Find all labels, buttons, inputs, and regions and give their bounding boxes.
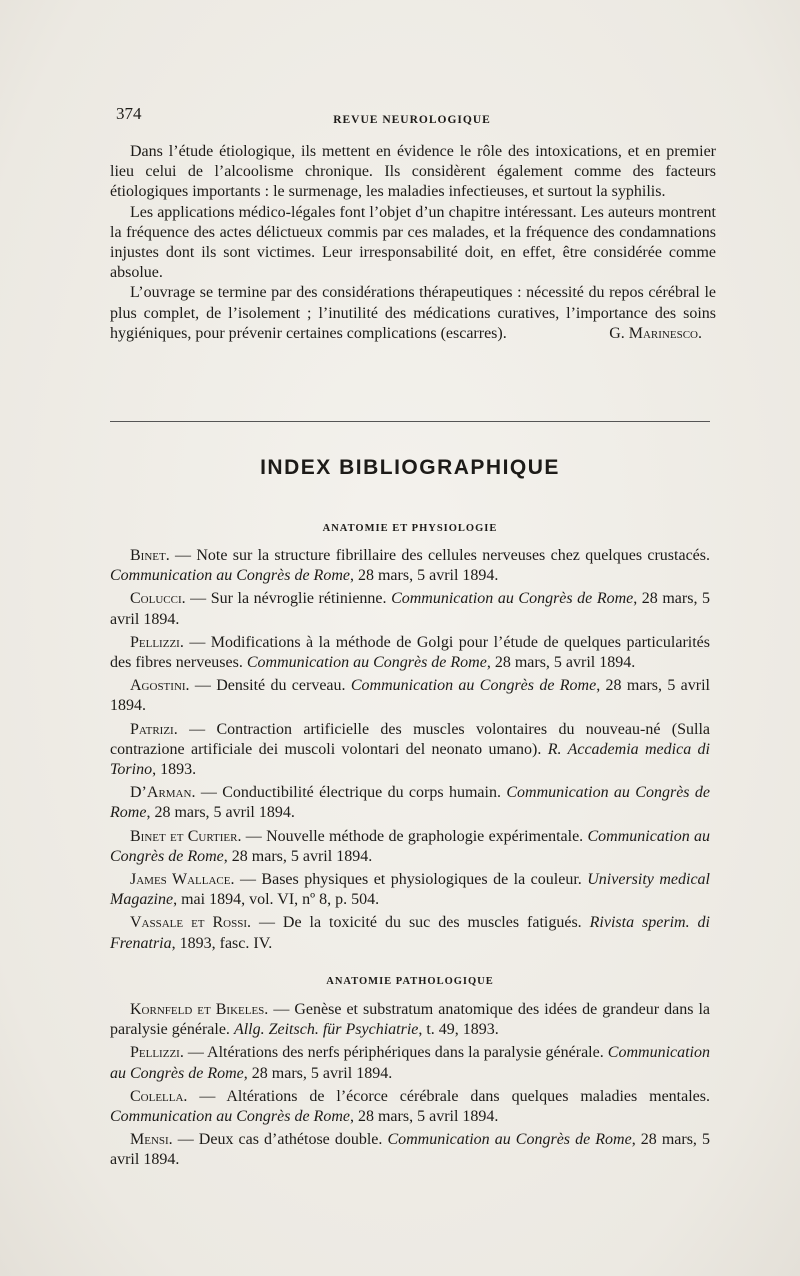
bibliography-entry — [110, 913, 710, 953]
entry-details: , 28 mars, 5 avril 1894. — [486, 654, 636, 672]
entry-source: Communication au Congrès de Rome — [350, 677, 597, 695]
bibliography-entry — [110, 1000, 710, 1040]
entry-title: — Contraction artificielle des muscles volontaires du nouveau-né (Sulla contrazione artificiale dei muscoli volontari del neonato umano). — [110, 720, 710, 758]
bibliography-entry — [110, 1087, 710, 1127]
entry-source: Communication au Congrès de Rome — [110, 567, 350, 585]
entry-source: Communication au Congrès de Rome — [110, 1108, 350, 1126]
entry-source: Communication au Congrès de Rome — [110, 784, 711, 822]
bibliography-entry — [110, 720, 710, 781]
entry-author: James Wallace. — [130, 871, 235, 889]
entry-title: — Conductibilité électrique du corps humain. — [195, 784, 507, 802]
entry-title: — Nouvelle méthode de graphologie expérimentale. — [241, 827, 588, 845]
bibliography-entry — [110, 870, 710, 910]
entry-source: Communication au Congrès de Rome — [246, 654, 487, 672]
entry-author: Patrizi. — [130, 720, 178, 738]
review-paragraph: L’ouvrage se termine par des considérations thérapeutiques : nécessité du repos cérébral le plus complet, de l’isolement ; l’inutilité des médications curatives, l’importance des soins hygiéniques, pour prévenir certaines complications (escarres). — [110, 284, 716, 342]
entry-source: University medical Magazine — [110, 871, 711, 909]
entry-title: — De la toxicité du suc des muscles fatigués. — [251, 914, 590, 932]
bibliography-entry — [110, 676, 710, 716]
entry-author: D’Arman. — [130, 784, 196, 802]
entry-author: Pellizzi. — [130, 633, 184, 651]
bibliography-entry — [110, 783, 710, 823]
entry-title: — Altérations des nerfs périphériques dans la paralysie générale. — [183, 1044, 608, 1062]
section-heading-anatomie-physiologie: ANATOMIE ET PHYSIOLOGIE — [322, 523, 498, 534]
entry-details: , 28 mars, 5 avril 1894. — [349, 1108, 499, 1126]
entry-details: , mai 1894, vol. VI, nº 8, p. 504. — [173, 891, 380, 909]
entry-details: , 28 mars, 5 avril 1894. — [223, 847, 373, 865]
entry-source: R. Accademia medica di Torino — [110, 740, 710, 779]
entry-author: Binet et Curtier. — [130, 827, 242, 845]
entry-title: — Densité du cerveau. — [189, 677, 351, 695]
entry-author: Pellizzi. — [130, 1044, 184, 1062]
entry-source: Rivista sperim. di Frenatria — [110, 914, 710, 952]
bibliography-entry — [110, 633, 710, 673]
entry-details: , 28 mars, 5 avril 1894. — [110, 590, 710, 628]
entries-anatomie-pathologique — [110, 1000, 710, 1174]
entry-source: Allg. Zeitsch. für Psychiatrie — [233, 1021, 419, 1039]
entry-details: , 28 mars, 5 avril 1894. — [243, 1064, 393, 1082]
entry-details: , 28 mars, 5 avril 1894. — [110, 677, 711, 715]
entry-title: — Altérations de l’écorce cérébrale dans quelques maladies mentales. — [187, 1087, 710, 1105]
bibliography-entry — [110, 589, 710, 629]
review-paragraph: Dans l’étude étiologique, ils mettent en évidence le rôle des intoxications, et en premier lieu celui de l’alcoolisme chronique. Ils considèrent également comme des facteurs étiologiques importants : le surmenage, les maladies infectieuses, et surtout la syphilis. — [110, 143, 716, 201]
bibliography-entry — [110, 546, 710, 586]
running-title: REVUE NEUROLOGIQUE — [333, 114, 491, 126]
review-conclusion — [110, 142, 716, 344]
entry-author: Binet. — [130, 547, 170, 564]
entry-source: Communication au Congrès de Rome — [110, 1044, 710, 1082]
entry-title: — Bases physiques et physiologiques de la couleur. — [234, 871, 588, 889]
section-divider — [110, 421, 710, 422]
entry-source: Communication au Congrès de Rome — [387, 1131, 632, 1149]
entry-title: — Modifications à la méthode de Golgi pour l’étude de quelques particularités des fibres nerveuses. — [110, 633, 710, 672]
bibliography-entry — [110, 1043, 710, 1083]
signature-text: G. Marinesco. — [609, 325, 702, 343]
page-number: 374 — [116, 104, 142, 123]
entry-author: Kornfeld et Bikeles. — [130, 1001, 269, 1018]
entry-author: Mensi. — [130, 1131, 173, 1149]
bibliography-entry — [110, 827, 710, 867]
entry-author: Agostini. — [130, 677, 190, 695]
entry-source: Communication au Congrès de Rome — [110, 827, 711, 865]
bibliography-entry — [110, 1130, 710, 1170]
entry-title: — Sur la névroglie rétinienne. — [185, 590, 392, 608]
section-heading-anatomie-pathologique: ANATOMIE PATHOLOGIQUE — [326, 976, 494, 987]
entry-author: Vassale et Rossi. — [130, 914, 251, 932]
entry-author: Colucci. — [130, 590, 186, 608]
entry-title: — Note sur la structure fibrillaire des cellules nerveuses chez quelques crustacés. — [169, 547, 710, 564]
entry-title: — Genèse et substratum anatomique des idées de grandeur dans la paralysie générale. — [110, 1001, 711, 1039]
index-title: INDEX BIBLIOGRAPHIQUE — [260, 456, 560, 479]
entry-details: , 28 mars, 5 avril 1894. — [146, 804, 295, 822]
entry-details: , 28 mars, 5 avril 1894. — [110, 1131, 710, 1169]
entry-source: Communication au Congrès de Rome — [391, 590, 634, 608]
review-paragraph: Les applications médico-légales font l’objet d’un chapitre intéressant. Les auteurs montrent la fréquence des actes délictueux commis par ces malades, et la fréquence des condamnations injustes dont ils sont victimes. Leur irresponsabilité doit, en effet, être considérée comme absolue. — [110, 203, 716, 282]
entry-title: — Deux cas d’athétose double. — [172, 1131, 388, 1149]
entry-author: Colella. — [130, 1087, 188, 1105]
page-header — [112, 104, 712, 128]
entry-details: , t. 49, 1893. — [418, 1021, 499, 1039]
entries-anatomie-physiologie — [110, 546, 710, 957]
entry-details: , 28 mars, 5 avril 1894. — [349, 567, 499, 585]
entry-details: , 1893. — [152, 761, 197, 779]
entry-details: , 1893, fasc. IV. — [171, 934, 273, 952]
